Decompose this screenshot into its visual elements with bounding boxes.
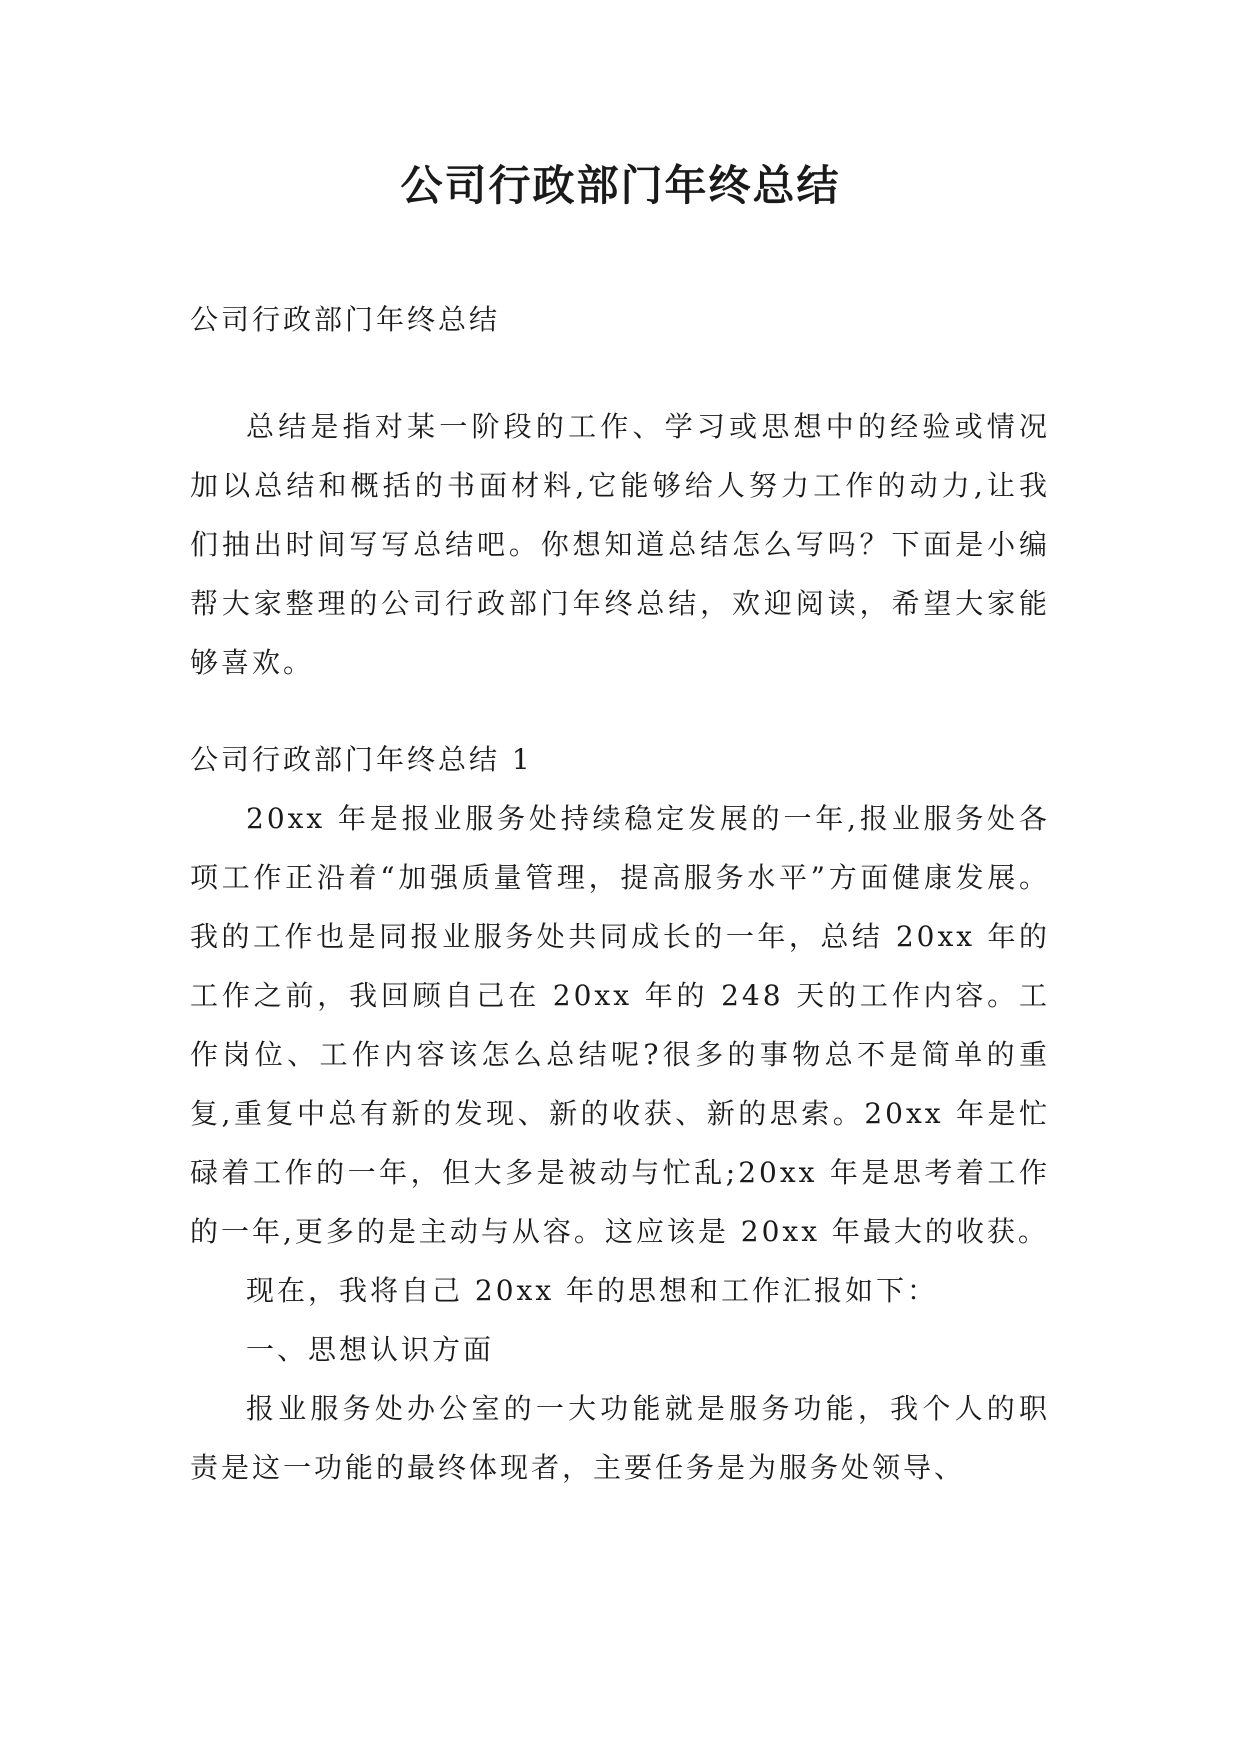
document-body (190, 290, 1050, 1497)
document-subtitle: 公司行政部门年终总结 (190, 303, 501, 336)
document-title: 公司行政部门年终总结 (400, 161, 841, 210)
section-heading: 公司行政部门年终总结 1 (190, 743, 533, 776)
body-paragraph: 报业服务处办公室的一大功能就是服务功能，我个人的职责是这一功能的最终体现者，主要任务是为服务处领导、 (190, 1392, 1050, 1484)
intro-paragraph: 总结是指对某一阶段的工作、学习或思想中的经验或情况加以总结和概括的书面材料,它能够给人努力工作的动力,让我们抽出时间写写总结吧。你想知道总结怎么写吗？下面是小编帮大家整理的公司行政部门年终总结，欢迎阅读，希望大家能够喜欢。 (190, 410, 1050, 679)
body-paragraph: 现在，我将自己 20xx 年的思想和工作汇报如下： (246, 1274, 939, 1307)
subsection-heading: 一、思想认识方面 (246, 1333, 495, 1366)
body-paragraph: 20xx 年是报业服务处持续稳定发展的一年,报业服务处各项工作正沿着“加强质量管理，提高服务水平”方面健康发展。我的工作也是同报业服务处共同成长的一年，总结 20xx 年的工作之前，我回顾自己在 20xx 年的 248 天的工作内容。工作岗位、工作内容该怎么总结呢?很多的事物总不是简单的重复,重复中总有新的发现、新的收获、新的思索。20xx 年是忙碌着工作的一年，但大多是被动与忙乱;20xx 年是思考着工作的一年,更多的是主动与从容。这应该是 20xx 年最大的收获。 (190, 802, 1050, 1248)
